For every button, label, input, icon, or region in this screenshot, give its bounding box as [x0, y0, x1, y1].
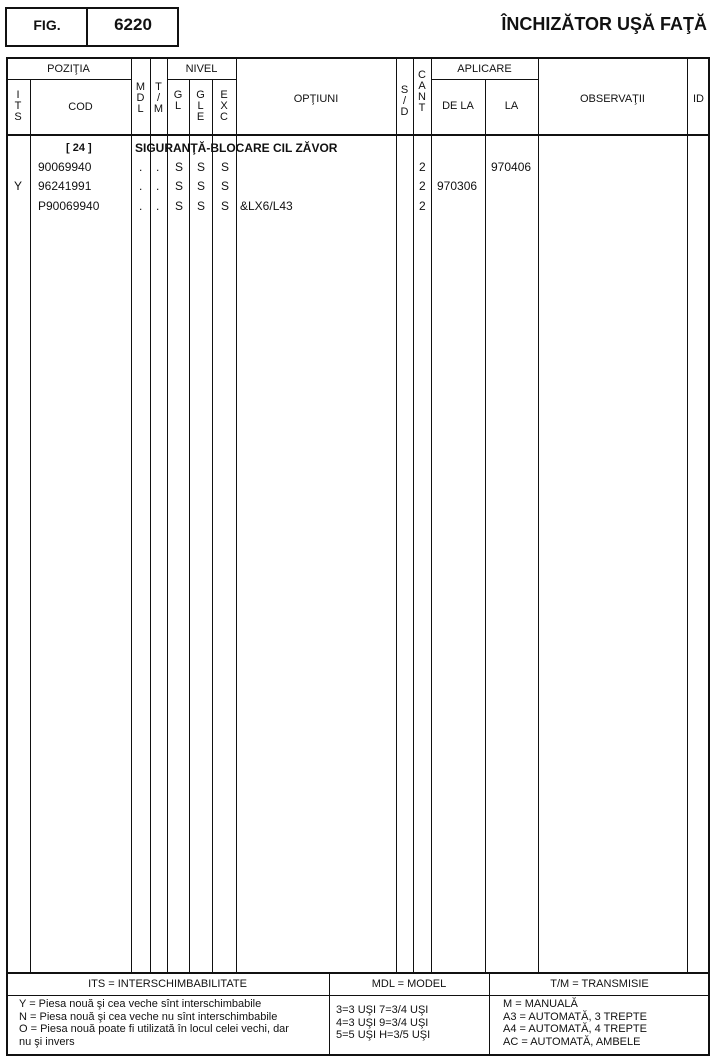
legend-mdl-line: 3=3 UŞI 7=3/4 UŞI — [336, 1004, 429, 1016]
header-gl-char: L — [174, 100, 182, 112]
col-line-mdl — [150, 57, 151, 972]
header-exc-char: C — [220, 111, 228, 123]
legend-its-list — [19, 998, 289, 1048]
header-subline-pozitia — [6, 79, 131, 80]
legend-top-line — [6, 972, 710, 974]
header-mdl — [131, 82, 150, 115]
legend-mdl-list — [336, 1004, 430, 1042]
header-exc — [212, 90, 236, 123]
col-line-its — [30, 79, 31, 972]
header-aplicare: APLICARE — [457, 63, 512, 75]
legend-its-title: ITS = INTERSCHIMBABILITATE — [88, 978, 247, 990]
col-line-la — [538, 57, 539, 972]
header-gle-char: G — [196, 89, 205, 101]
cell-exc: S — [221, 160, 230, 174]
group-description: SIGURANŢĂ-BLOCARE CIL ZĂVOR — [135, 141, 338, 155]
cell-la: 970406 — [491, 160, 532, 174]
legend-tm-line: A3 = AUTOMATĂ, 3 TREPTE — [503, 1010, 647, 1023]
header-tm-char: M — [153, 103, 164, 115]
fig-number: 6220 — [114, 15, 152, 34]
legend-tm-title: T/M = TRANSMISIE — [550, 978, 649, 990]
header-sd-char: S — [400, 84, 409, 96]
col-line-observatii — [687, 57, 688, 972]
cell-cant: 2 — [419, 199, 426, 213]
header-la: LA — [504, 100, 519, 112]
header-cant-char: N — [418, 91, 426, 103]
legend-mdl-title: MDL = MODEL — [371, 978, 447, 990]
header-mdl-char: D — [136, 92, 145, 104]
cell-its: Y — [14, 179, 23, 193]
header-cant-char: A — [418, 80, 426, 92]
header-subline-nivel — [167, 79, 236, 80]
cell-gle: S — [197, 160, 206, 174]
header-de-la: DE LA — [442, 100, 474, 112]
cell-gl: S — [175, 199, 184, 213]
legend-title-line — [6, 995, 710, 996]
header-sd-char: D — [400, 106, 409, 118]
header-gle-char: L — [197, 100, 204, 112]
cell-tm: . — [156, 199, 160, 213]
col-line-tm — [167, 57, 168, 972]
col-line-gl — [189, 79, 190, 972]
header-its-char: T — [14, 100, 22, 112]
legend-its-line: nu şi invers — [19, 1035, 75, 1048]
header-gle-char: E — [196, 111, 205, 123]
cell-exc: S — [221, 199, 230, 213]
header-pozitia: POZIŢIA — [47, 63, 90, 75]
cell-tm: . — [156, 179, 160, 193]
cell-gle: S — [197, 199, 206, 213]
cell-mdl: . — [139, 199, 143, 213]
legend-tm-line: AC = AUTOMATĂ, AMBELE — [503, 1035, 641, 1048]
header-cant — [413, 70, 431, 114]
col-line-gle — [212, 79, 213, 972]
header-its — [6, 90, 30, 123]
header-its-char: I — [16, 89, 20, 101]
header-optiuni: OPŢIUNI — [293, 93, 339, 105]
header-cant-char: T — [418, 102, 426, 114]
cell-cod: P90069940 — [38, 199, 100, 213]
group-position: [ 24 ] — [66, 142, 92, 154]
cell-gl: S — [175, 160, 184, 174]
cell-cant: 2 — [419, 160, 426, 174]
header-tm — [150, 82, 167, 115]
cell-gle: S — [197, 179, 206, 193]
header-tm-char: T — [155, 81, 162, 93]
header-id: ID — [693, 93, 704, 105]
col-line-sd — [413, 57, 414, 972]
col-line-de-la — [485, 79, 486, 972]
parts-table — [6, 57, 710, 1056]
header-its-char: S — [14, 111, 22, 123]
header-tm-char: / — [156, 92, 161, 104]
cell-optiuni: &LX6/L43 — [240, 199, 293, 213]
cell-exc: S — [221, 179, 230, 193]
cell-gl: S — [175, 179, 184, 193]
legend-its-line: N = Piesa nouă şi cea veche nu sînt interschimbabile — [19, 1010, 278, 1023]
cell-mdl: . — [139, 160, 143, 174]
header-exc-char: X — [220, 100, 228, 112]
legend-its-line: O = Piesa nouă poate fi utilizată în locul celei vechi, dar — [19, 1023, 289, 1035]
header-gl — [167, 90, 189, 112]
page-title: ÎNCHIZĂTOR UŞĂ FAŢĂ — [501, 14, 707, 34]
header-gle — [189, 90, 212, 123]
col-line-exc — [236, 57, 237, 972]
cell-cod: 96241991 — [38, 179, 92, 193]
legend-mdl-line: 4=3 UŞI 9=3/4 UŞI — [336, 1016, 429, 1029]
legend-tm-line: A4 = AUTOMATĂ, 4 TREPTE — [503, 1023, 647, 1035]
legend-its-line: Y = Piesa nouă şi cea veche sînt interschimbabile — [19, 998, 262, 1010]
cell-tm: . — [156, 160, 160, 174]
header-observatii: OBSERVAŢII — [579, 93, 645, 105]
header-sd-char: / — [402, 95, 407, 107]
cell-mdl: . — [139, 179, 143, 193]
cell-de-la: 970306 — [437, 179, 478, 193]
header-mdl-char: M — [135, 81, 146, 93]
legend-mdl-line: 5=5 UŞI H=3/5 UŞI — [336, 1029, 431, 1041]
header-sd — [396, 85, 413, 118]
header-exc-char: E — [220, 89, 228, 101]
col-line-cant — [431, 57, 432, 972]
header-cod: COD — [68, 101, 93, 113]
legend-tm-line: M = MANUALĂ — [503, 998, 578, 1010]
fig-label: FIG. — [33, 17, 61, 33]
header-gl-char: G — [173, 89, 183, 101]
legend-tm-list — [503, 998, 647, 1048]
cell-cod: 90069940 — [38, 160, 92, 174]
col-line-cod — [131, 57, 132, 972]
header-mdl-char: L — [137, 103, 144, 115]
header-nivel: NIVEL — [185, 63, 218, 75]
cell-cant: 2 — [419, 179, 426, 193]
col-line-optiuni — [396, 57, 397, 972]
header-cant-char: C — [418, 69, 426, 81]
header-bottom-line — [6, 134, 710, 136]
